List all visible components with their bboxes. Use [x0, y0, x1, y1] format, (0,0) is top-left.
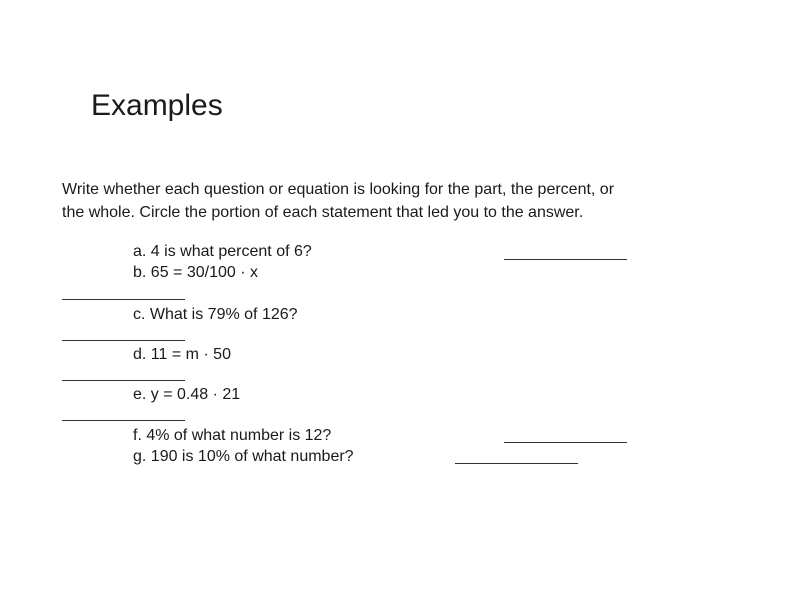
example-item-b: b. 65 = 30/100 · x [133, 264, 258, 281]
answer-blank-e[interactable] [62, 420, 185, 421]
instructions-line-1: Write whether each question or equation is looking for the part, the percent, or [62, 181, 615, 198]
page-title: Examples [91, 89, 223, 122]
answer-blank-f[interactable] [504, 442, 627, 443]
answer-blank-a[interactable] [504, 259, 627, 260]
example-item-d: d. 11 = m · 50 [133, 346, 231, 363]
example-item-f: f. 4% of what number is 12? [133, 427, 332, 444]
example-item-e: e. y = 0.48 · 21 [133, 386, 241, 403]
example-item-a: a. 4 is what percent of 6? [133, 243, 312, 260]
instructions-line-2: the whole. Circle the portion of each statement that led you to the answer. [62, 204, 584, 221]
answer-blank-c[interactable] [62, 340, 185, 341]
answer-blank-g[interactable] [455, 463, 578, 464]
answer-blank-d[interactable] [62, 380, 185, 381]
example-item-g: g. 190 is 10% of what number? [133, 448, 354, 465]
example-item-c: c. What is 79% of 126? [133, 306, 298, 323]
answer-blank-b[interactable] [62, 299, 185, 300]
